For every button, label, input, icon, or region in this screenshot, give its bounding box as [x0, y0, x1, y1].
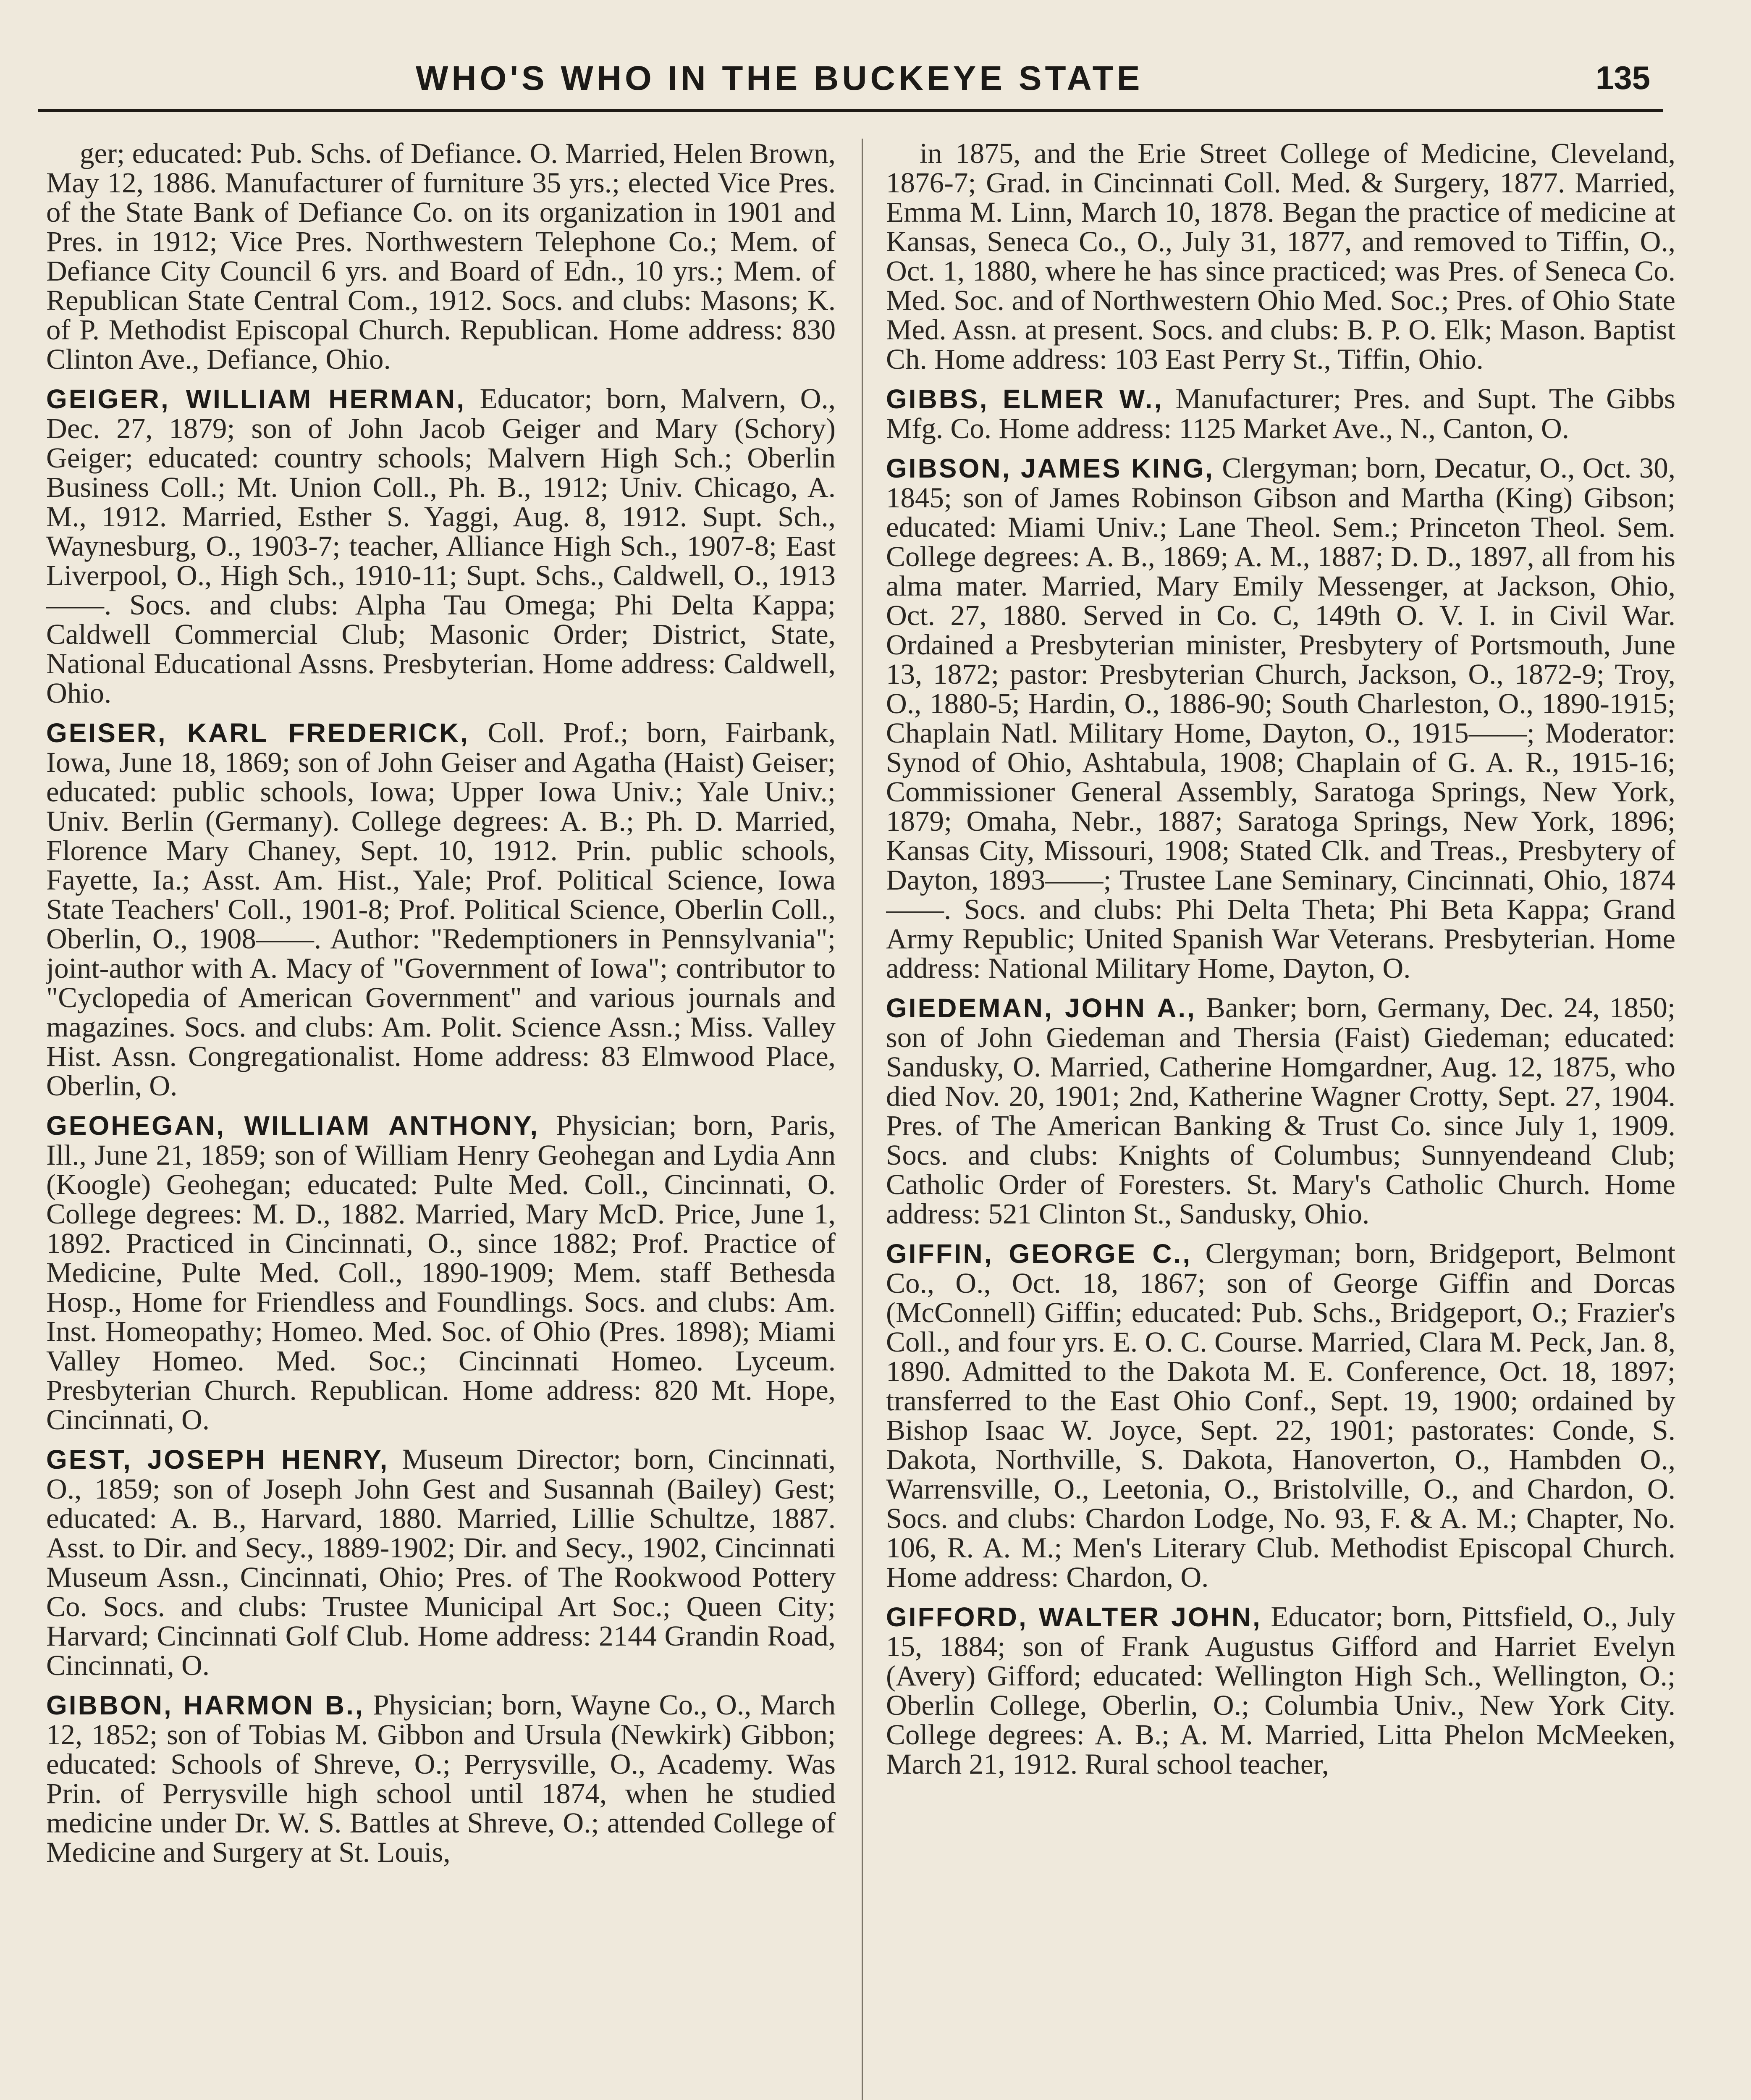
- entry-name: GIBBON, HARMON B.,: [46, 1690, 364, 1720]
- entry-name: GIBBS, ELMER W.,: [886, 384, 1164, 414]
- entry-text: Physician; born, Wayne Co., O., March 12, 1852; son of Tobias M. Gibbon and Ursula (Newkirk) Gibbon; educated: Schools of Shreve, O.; Perrysville, O., Academy. Was Prin. of Perrysville high school until 1874, when he studied medicine under Dr. W. S. Battles at Shreve, O.; attended College of Medicine and Surgery at St. Louis,: [46, 1689, 836, 1868]
- biography-entry: [886, 993, 1675, 1228]
- entry-text: Manufacturer; Pres. and Supt. The Gibbs Mfg. Co. Home address: 1125 Market Ave., N., Canton, O.: [886, 383, 1675, 444]
- running-title: WHO'S WHO IN THE BUCKEYE STATE: [416, 59, 1143, 97]
- entry-name: GIFFIN, GEORGE C.,: [886, 1239, 1192, 1269]
- biography-entry: [46, 384, 836, 708]
- biography-entry: [46, 139, 836, 374]
- page-number: 135: [1595, 59, 1650, 96]
- entry-text: Banker; born, Germany, Dec. 24, 1850; son of John Giedeman and Thersia (Faist) Giedeman; educated: Sandusky, O. Married, Catherine Homgardner, Aug. 12, 1875, who died Nov. 20, 1901; 2nd, Katherine Wagner Crotty, Sept. 27, 1904. Pres. of The American Banking & Trust Co. since July 1, 1909. Socs. and clubs: Knights of Columbus; Sunnyendeand Club; Catholic Order of Foresters. St. Mary's Catholic Church. Home address: 521 Clinton St., Sandusky, Ohio.: [886, 992, 1675, 1230]
- biography-entry: [886, 384, 1675, 443]
- biography-entry: [886, 139, 1675, 374]
- right-column: [886, 139, 1675, 2100]
- biography-entry: [886, 1602, 1675, 1779]
- biography-entry: [46, 1690, 836, 1867]
- page-header: [38, 55, 1663, 112]
- biography-entry: [46, 1110, 836, 1434]
- biography-entry: [886, 453, 1675, 983]
- biography-entry: [46, 718, 836, 1100]
- entry-text: ger; educated: Pub. Schs. of Defiance. O. Married, Helen Brown, May 12, 1886. Manufacturer of furniture 35 yrs.; elected Vice Pres. of the State Bank of Defiance Co. on its organization in 1901 and Pres. in 1912; Vice Pres. Northwestern Telephone Co.; Mem. of Defiance City Council 6 yrs. and Board of Edn., 10 yrs.; Mem. of Republican State Central Com., 1912. Socs. and clubs: Masons; K. of P. Methodist Episcopal Church. Republican. Home address: 830 Clinton Ave., Defiance, Ohio.: [46, 139, 836, 375]
- biography-entry: [46, 1444, 836, 1680]
- entry-text: Museum Director; born, Cincinnati, O., 1859; son of Joseph John Gest and Susannah (Bailey) Gest; educated: A. B., Harvard, 1880. Married, Lillie Schultze, 1887. Asst. to Dir. and Secy., 1889-1902; Dir. and Secy., 1902, Cincinnati Museum Assn., Cincinnati, Ohio; Pres. of The Rookwood Pottery Co. Socs. and clubs: Trustee Municipal Art Soc.; Queen City; Harvard; Cincinnati Golf Club. Home address: 2144 Grandin Road, Cincinnati, O.: [46, 1443, 836, 1681]
- entry-name: GIFFORD, WALTER JOHN,: [886, 1602, 1262, 1632]
- entry-text: Physician; born, Paris, Ill., June 21, 1859; son of William Henry Geohegan and Lydia Ann (Koogle) Geohegan; educated: Pulte Med. Coll., Cincinnati, O. College degrees: M. D., 1882. Married, Mary McD. Price, June 1, 1892. Practiced in Cincinnati, O., since 1882; Prof. Practice of Medicine, Pulte Med. Coll., 1890-1909; Mem. staff Bethesda Hosp., Home for Friendless and Foundlings. Socs. and clubs: Am. Inst. Homeopathy; Homeo. Med. Soc. of Ohio (Pres. 1898); Miami Valley Homeo. Med. Soc.; Cincinnati Homeo. Lyceum. Presbyterian Church. Republican. Home address: 820 Mt. Hope, Cincinnati, O.: [46, 1109, 836, 1436]
- entry-name: GEIGER, WILLIAM HERMAN,: [46, 384, 466, 414]
- entry-text: Clergyman; born, Bridgeport, Belmont Co., O., Oct. 18, 1867; son of George Giffin and Dorcas (McConnell) Giffin; educated: Pub. Schs., Bridgeport, O.; Frazier's Coll., and four yrs. E. O. C. Course. Married, Clara M. Peck, Jan. 8, 1890. Admitted to the Dakota M. E. Conference, Oct. 18, 1897; transferred to the East Ohio Conf., Sept. 19, 1900; ordained by Bishop Isaac W. Joyce, Sept. 22, 1901; pastorates: Conde, S. Dakota, Northville, S. Dakota, Hanoverton, O., Hambden O., Warrensville, O., Leetonia, O., Bristolville, O., and Chardon, O. Socs. and clubs: Chardon Lodge, No. 93, F. & A. M.; Chapter, No. 106, R. A. M.; Men's Literary Club. Methodist Episcopal Church. Home address: Chardon, O.: [886, 1237, 1675, 1593]
- entry-name: GEST, JOSEPH HENRY,: [46, 1444, 389, 1475]
- entry-name: GIEDEMAN, JOHN A.,: [886, 993, 1196, 1023]
- entry-text: Coll. Prof.; born, Fairbank, Iowa, June 18, 1869; son of John Geiser and Agatha (Haist) Geiser; educated: public schools, Iowa; Upper Iowa Univ.; Yale Univ.; Univ. Berlin (Germany). College degrees: A. B.; Ph. D. Married, Florence Mary Chaney, Sept. 10, 1912. Prin. public schools, Fayette, Ia.; Asst. Am. Hist., Yale; Prof. Political Science, Iowa State Teachers' Coll., 1901-8; Prof. Political Science, Oberlin Coll., Oberlin, O., 1908——. Author: "Redemptioners in Pennsylvania"; joint-author with A. Macy of "Government of Iowa"; contributor to "Cyclopedia of American Government" and various journals and magazines. Socs. and clubs: Am. Polit. Science Assn.; Miss. Valley Hist. Assn. Congregationalist. Home address: 83 Elmwood Place, Oberlin, O.: [46, 717, 836, 1102]
- entry-name: GEISER, KARL FREDERICK,: [46, 718, 469, 748]
- entry-text: Educator; born, Malvern, O., Dec. 27, 1879; son of John Jacob Geiger and Mary (Schory) Geiger; educated: country schools; Malvern High Sch.; Oberlin Business Coll.; Mt. Union Coll., Ph. B., 1912; Univ. Chicago, A. M., 1912. Married, Esther S. Yaggi, Aug. 8, 1912. Supt. Sch., Waynesburg, O., 1903-7; teacher, Alliance High Sch., 1907-8; East Liverpool, O., High Sch., 1910-11; Supt. Schs., Caldwell, O., 1913——. Socs. and clubs: Alpha Tau Omega; Phi Delta Kappa; Caldwell Commercial Club; Masonic Order; District, State, National Educational Assns. Presbyterian. Home address: Caldwell, Ohio.: [46, 383, 836, 709]
- entry-text: Clergyman; born, Decatur, O., Oct. 30, 1845; son of James Robinson Gibson and Martha (King) Gibson; educated: Miami Univ.; Lane Theol. Sem.; Princeton Theol. Sem. College degrees: A. B., 1869; A. M., 1887; D. D., 1897, all from his alma mater. Married, Mary Emily Messenger, at Jackson, Ohio, Oct. 27, 1880. Served in Co. C, 149th O. V. I. in Civil War. Ordained a Presbyterian minister, Presbytery of Portsmouth, June 13, 1872; pastor: Presbyterian Church, Jackson, O., 1872-9; Troy, O., 1880-5; Hardin, O., 1886-90; South Charleston, O., 1890-1915; Chaplain Natl. Military Home, Dayton, O., 1915——; Moderator: Synod of Ohio, Ashtabula, 1908; Chaplain of G. A. R., 1915-16; Commissioner General Assembly, Saratoga Springs, New York, 1879; Omaha, Nebr., 1887; Saratoga Springs, New York, 1896; Kansas City, Missouri, 1908; Stated Clk. and Treas., Presbytery of Dayton, 1893——; Trustee Lane Seminary, Cincinnati, Ohio, 1874——. Socs. and clubs: Phi Delta Theta; Phi Beta Kappa; Grand Army Republic; United Spanish War Veterans. Presbyterian. Home address: National Military Home, Dayton, O.: [886, 452, 1675, 984]
- entry-text: Educator; born, Pittsfield, O., July 15, 1884; son of Frank Augustus Gifford and Harriet Evelyn (Avery) Gifford; educated: Wellington High Sch., Wellington, O.; Oberlin College, Oberlin, O.; Columbia Univ., New York City. College degrees: A. B.; A. M. Married, Litta Phelon McMeeken, March 21, 1912. Rural school teacher,: [886, 1601, 1675, 1780]
- left-column: [46, 139, 836, 2100]
- entry-name: GIBSON, JAMES KING,: [886, 453, 1215, 483]
- column-divider: [862, 139, 863, 2100]
- entry-name: GEOHEGAN, WILLIAM ANTHONY,: [46, 1110, 540, 1141]
- entry-text: in 1875, and the Erie Street College of Medicine, Cleveland, 1876-7; Grad. in Cincinnati Coll. Med. & Surgery, 1877. Married, Emma M. Linn, March 10, 1878. Began the practice of medicine at Kansas, Seneca Co., O., July 31, 1877, and removed to Tiffin, O., Oct. 1, 1880, where he has since practiced; was Pres. of Seneca Co. Med. Soc. and of Northwestern Ohio Med. Soc.; Pres. of Ohio State Med. Assn. at present. Socs. and clubs: B. P. O. Elk; Mason. Baptist Ch. Home address: 103 East Perry St., Tiffin, Ohio.: [886, 139, 1675, 375]
- biography-entry: [886, 1239, 1675, 1592]
